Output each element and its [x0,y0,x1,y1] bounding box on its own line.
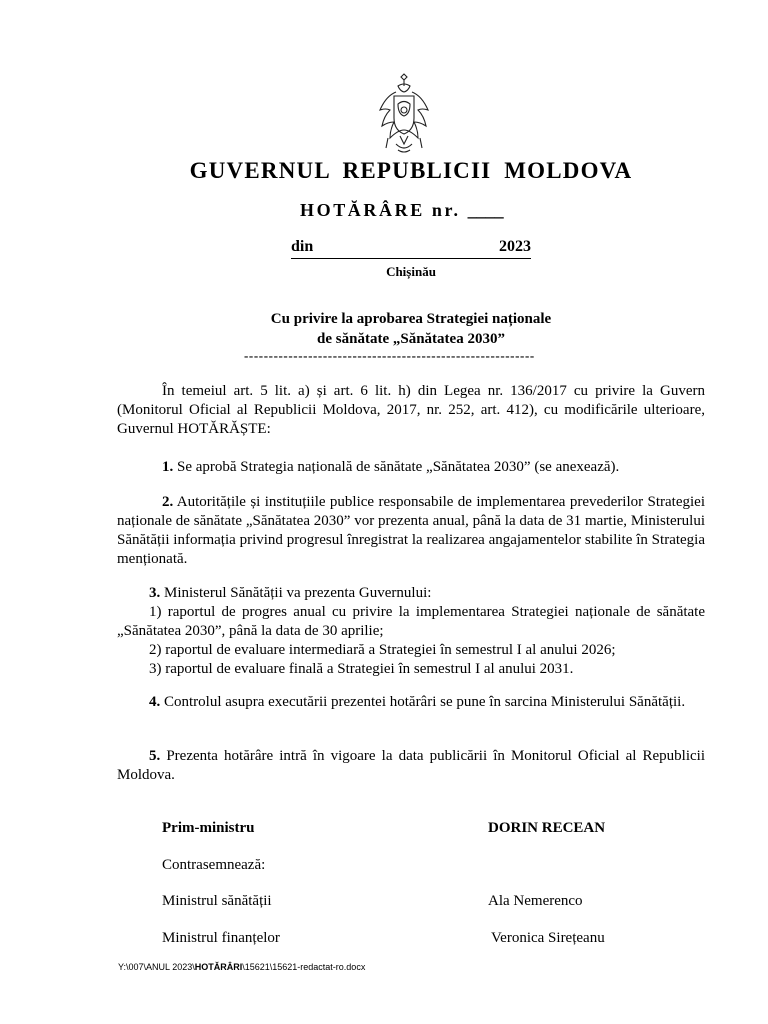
article-3-subitem-3: 3) raportul de evaluare finală a Strategiei în semestrul I al anului 2031. [149,661,574,677]
finance-minister-title: Ministrul finanțelor [162,930,280,946]
city-name: Chișinău [386,264,436,279]
article-4 [117,693,705,712]
decision-title [300,200,504,221]
article-5-text: Prezenta hotărâre intră în vigoare la data publicării în Monitorul Oficial al Republicii Moldova. [117,748,705,783]
article-4-text: Controlul asupra executării prezentei hotărâri se pune în sarcina Ministerului Sănătății. [160,694,686,710]
date-year: 2023 [499,238,531,255]
coat-of-arms-emblem [376,70,432,158]
date-prefix: din [291,238,314,255]
article-2-text: Autoritățile și instituțiile publice responsabile de implementarea prevederilor Strategiei naționale de sănătate „Sănătatea 2030” vor prezenta anual, până la data de 31 martie, Ministerului Sănătății informația privind progresul înregistrat la realizarea angajamentelor stabilite în Strategia menționată. [117,494,705,567]
article-2 [117,493,705,569]
file-path-footer [118,962,365,972]
pm-title: Prim-ministru [162,820,255,836]
decision-number-blank: ____ [467,200,504,220]
finance-minister-name: Veronica Sirețeanu [491,930,605,946]
health-minister-name: Ala Nemerenco [488,893,583,909]
file-path-prefix: Y:\007\ANUL 2023\ [118,962,195,972]
countersign-label: Contrasemnează: [162,857,266,873]
article-5-number: 5. [149,748,161,764]
government-title: GUVERNUL REPUBLICII MOLDOVA [189,158,633,183]
decision-subject [0,309,768,349]
article-2-number: 2. [162,494,174,510]
article-1-number: 1. [162,459,174,475]
pm-name: DORIN RECEAN [488,820,606,836]
article-3 [117,584,705,679]
preamble-text: În temeiul art. 5 lit. a) și art. 6 lit. h) din Legea nr. 136/2017 cu privire la Guvern (Monitorul Oficial al Republicii Moldova, 2017, nr. 252, art. 412), cu modificările ulterioare, Guvernul HOTĂRĂȘTE: [117,383,705,437]
file-path-suffix: \15621\15621-redactat-ro.docx [242,962,366,972]
article-4-number: 4. [149,694,161,710]
article-3-subitem-1: 1) raportul de progres anual cu privire la implementarea Strategiei naționale de sănătate „Sănătatea 2030”, până la data de 30 aprilie; [117,604,705,639]
article-3-text: Ministerul Sănătății va prezenta Guvernului: [160,585,432,601]
health-minister-title: Ministrul sănătății [162,893,272,909]
preamble-paragraph [117,382,705,439]
decision-label: HOTĂRÂRE nr. [300,200,468,220]
article-1-text: Se aprobă Strategia națională de sănătate „Sănătatea 2030” (se anexează). [173,459,620,475]
article-1 [117,458,705,477]
decision-date-line [291,237,531,259]
subject-line-2: de sănătate „Sănătatea 2030” [317,331,505,347]
article-3-number: 3. [149,585,161,601]
subject-separator: ----------------------------------------------------------- [244,348,535,363]
article-5 [117,747,705,785]
file-path-folder: HOTĂRÂRI [194,962,243,972]
article-3-subitem-2: 2) raportul de evaluare intermediară a Strategiei în semestrul I al anului 2026; [149,642,616,658]
subject-line-1: Cu privire la aprobarea Strategiei naționale [270,311,552,327]
